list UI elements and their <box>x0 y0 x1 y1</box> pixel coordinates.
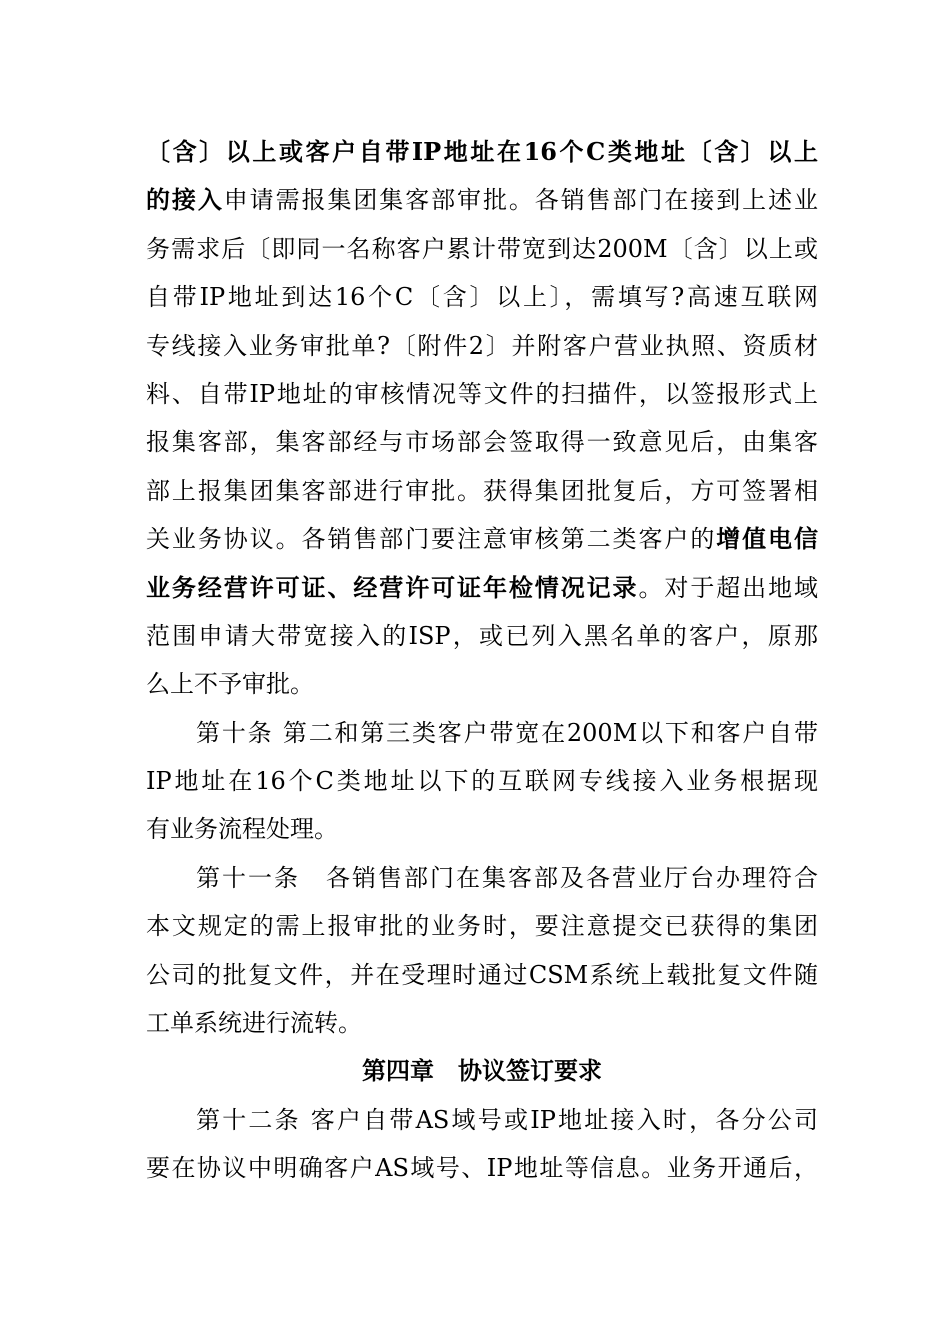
text-segment: 第十一条 各销售部门在集客部及各营业厅台办理符合 <box>196 863 818 892</box>
text-segment: 要在协议中明确客户AS域号、IP地址等信息。业务开通后， <box>146 1154 818 1183</box>
text-segment: 范围申请大带宽接入的ISP，或已列入黑名单的客户，原那 <box>146 621 818 650</box>
text-segment: 料、自带IP地址的审核情况等文件的扫描件，以签报形式上 <box>146 379 818 408</box>
paragraph-line <box>146 854 818 902</box>
paragraph-line <box>146 1096 818 1144</box>
paragraph-line <box>146 564 818 612</box>
paragraph-line <box>146 515 818 563</box>
bold-text-segment: 〔含〕以上或客户自带IP地址在16个C类地址〔含〕以上 <box>146 137 818 166</box>
paragraph-line <box>146 757 818 805</box>
text-segment: 本文规定的需上报审批的业务时，要注意提交已获得的集团 <box>146 912 818 941</box>
text-segment: 部上报集团集客部进行审批。获得集团批复后，方可签署相 <box>146 476 818 505</box>
paragraph-line <box>146 902 818 950</box>
paragraph-line <box>146 418 818 466</box>
paragraph-line <box>146 999 818 1047</box>
paragraph-line <box>146 951 818 999</box>
paragraph-line <box>146 660 818 708</box>
text-segment: 工单系统进行流转。 <box>146 1009 362 1038</box>
paragraph-line <box>146 225 818 273</box>
paragraph-line <box>146 176 818 224</box>
paragraph-line <box>146 273 818 321</box>
text-segment: 。对于超出地域 <box>638 573 819 602</box>
text-segment: 务需求后〔即同一名称客户累计带宽到达200M〔含〕以上或 <box>146 234 818 263</box>
text-segment: IP地址在16个C类地址以下的互联网专线接入业务根据现 <box>146 767 818 796</box>
paragraph-line <box>146 709 818 757</box>
text-segment: 专线接入业务审批单?〔附件2〕并附客户营业执照、资质材 <box>146 331 818 360</box>
paragraph-line <box>146 805 818 853</box>
paragraph-line <box>146 612 818 660</box>
paragraph-line <box>146 467 818 515</box>
text-segment: 么上不予审批。 <box>146 670 314 699</box>
paragraph-line <box>146 1144 818 1192</box>
bold-text-segment: 第四章 协议签订要求 <box>362 1056 602 1086</box>
bold-text-segment: 的接入 <box>146 185 224 215</box>
text-segment: 第十二条 客户自带AS域号或IP地址接入时，各分公司 <box>196 1105 818 1134</box>
document-page <box>146 128 818 1193</box>
paragraph-line <box>146 128 818 176</box>
paragraph-line <box>146 322 818 370</box>
bold-text-segment: 业务经营许可证、经营许可证年检情况记录 <box>146 572 639 602</box>
text-segment: 申请需报集团集客部审批。各销售部门在接到上述业 <box>223 186 819 215</box>
paragraph-line <box>146 370 818 418</box>
text-segment: 关业务协议。各销售部门要注意审核第二类客户的 <box>146 525 717 554</box>
text-segment: 第十条 第二和第三类客户带宽在200M以下和客户自带 <box>196 718 818 747</box>
chapter-heading <box>146 1047 818 1095</box>
text-segment: 有业务流程处理。 <box>146 815 338 844</box>
text-segment: 自带IP地址到达16个C〔含〕以上〕，需填写?高速互联网 <box>146 283 818 312</box>
text-segment: 公司的批复文件，并在受理时通过CSM系统上载批复文件随 <box>146 960 818 989</box>
text-segment: 报集客部，集客部经与市场部会签取得一致意见后，由集客 <box>146 428 818 457</box>
bold-text-segment: 增值电信 <box>716 524 819 554</box>
